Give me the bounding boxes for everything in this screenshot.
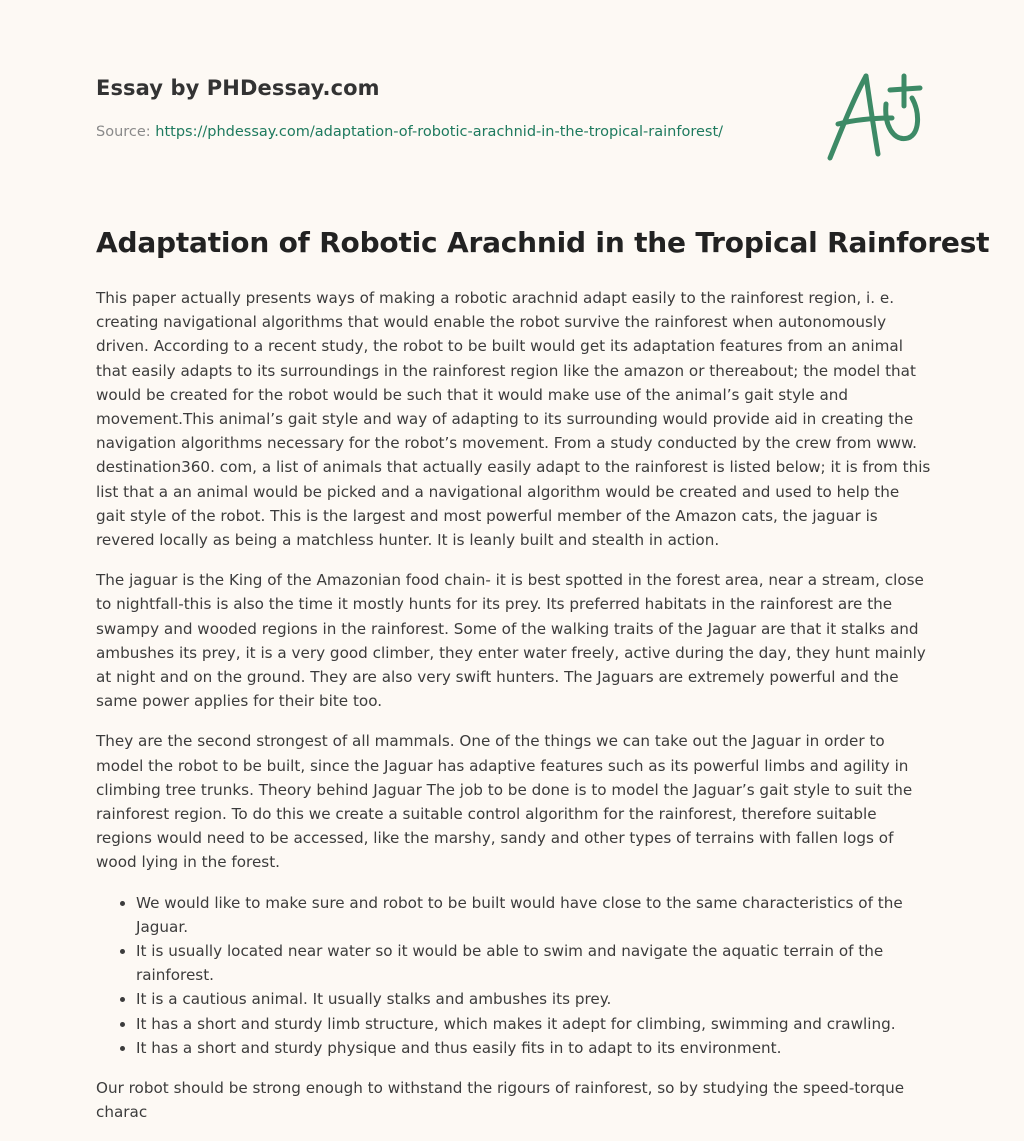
- site-brand: Essay by PHDessay.com: [96, 76, 380, 100]
- source-line: [96, 124, 723, 140]
- a-plus-logo-icon: [820, 68, 930, 164]
- essay-paragraph-1: This paper actually presents ways of making a robotic arachnid adapt easily to the rainforest region, i. e. creating navigational algorithms that would enable the robot survive the rainforest when autonomously driven. According to a recent study, the robot to be built would get its adaptation features from an animal that easily adapts to its surroundings in the rainforest region like the amazon or thereabout; the model that would be created for the robot would be such that it would make use of the animal’s gait style and movement.This animal’s gait style and way of adapting to its surrounding would provide aid in creating the navigation algorithms necessary for the robot’s movement. From a study conducted by the crew from www. destination360. com, a list of animals that actually easily adapt to the rainforest is listed below; it is from this list that a an animal would be picked and a navigational algorithm would be created and used to help the gait style of the robot. This is the largest and most powerful member of the Amazon cats, the jaguar is revered locally as being a matchless hunter. It is leanly built and stealth in action.: [96, 289, 931, 550]
- essay-paragraph-3: They are the second strongest of all mammals. One of the things we can take out the Jaguar in order to model the robot to be built, since the Jaguar has adaptive features such as its powerful limbs and agility in climbing tree trunks. Theory behind Jaguar The job to be done is to model the Jaguar’s gait style to suit the rainforest region. To do this we create a suitable control algorithm for the rainforest, therefore suitable regions would need to be accessed, like the marshy, sandy and other types of terrains with fallen logs of wood lying in the forest.: [96, 732, 913, 872]
- jaguar-characteristics-list: [96, 891, 932, 1060]
- essay-paragraph-2: The jaguar is the King of the Amazonian food chain- it is best spotted in the forest area, near a stream, close to nightfall-this is also the time it mostly hunts for its prey. Its preferred habitats in the rainforest are the swampy and wooded regions in the rainforest. Some of the walking traits of the Jaguar are that it stalks and ambushes its prey, it is a very good climber, they enter water freely, active during the day, they hunt mainly at night and on the ground. They are also very swift hunters. The Jaguars are extremely powerful and the same power applies for their bite too.: [96, 571, 926, 711]
- list-item: • It is usually located near water so it would be able to swim and navigate the aquatic terrain of the rainforest.: [136, 939, 932, 987]
- essay-title: Adaptation of Robotic Arachnid in the Tropical Rainforest: [96, 226, 990, 259]
- list-item: • We would like to make sure and robot to be built would have close to the same characteristics of the Jaguar.: [136, 891, 932, 939]
- source-label: Source:: [96, 124, 156, 140]
- list-item: • It is a cautious animal. It usually stalks and ambushes its prey.: [136, 987, 932, 1011]
- essay-body: [96, 286, 932, 1141]
- source-link[interactable]: https://phdessay.com/adaptation-of-robotic-arachnid-in-the-tropical-rainforest/: [155, 124, 724, 140]
- essay-paragraph-4: Our robot should be strong enough to withstand the rigours of rainforest, so by studying the speed-torque charac: [96, 1079, 905, 1122]
- list-item: • It has a short and sturdy limb structure, which makes it adept for climbing, swimming and crawling.: [136, 1012, 932, 1036]
- list-item: • It has a short and sturdy physique and thus easily fits in to adapt to its environment.: [136, 1036, 932, 1060]
